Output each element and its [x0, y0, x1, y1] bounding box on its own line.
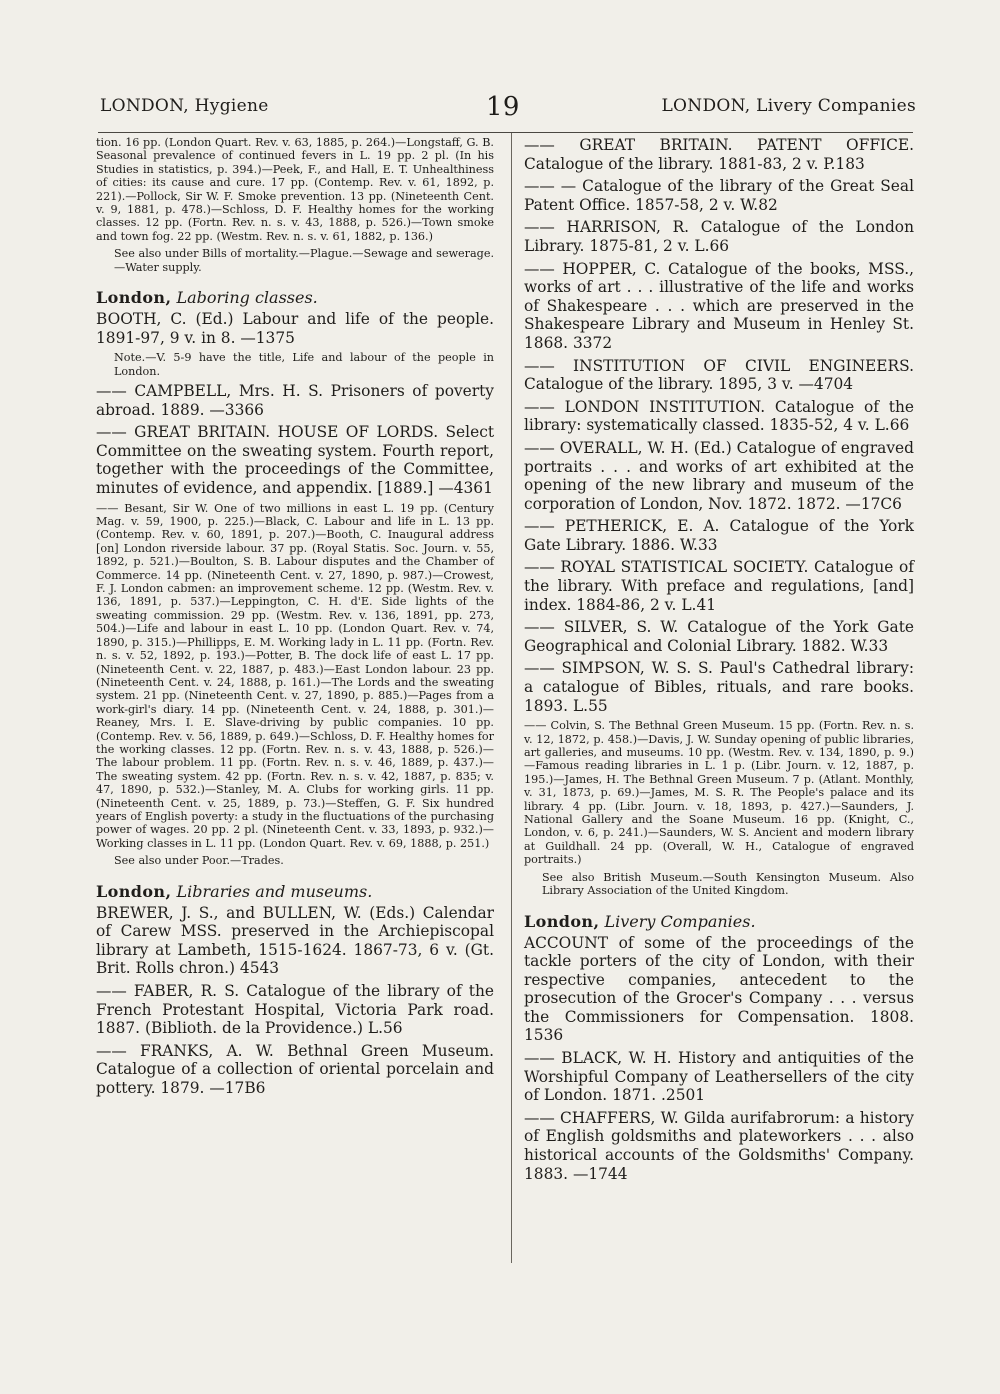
catalogue-entry: —— SIMPSON, W. S. S. Paul's Cathedral library: a catalogue of Bibles, rituals, and rare books. 1893. L.55 [524, 659, 914, 715]
catalogue-entry: ACCOUNT of some of the proceedings of the tackle porters of the city of London, with their respective companies, antecedent to the prosecution of the Grocer's Company . . . versus the Commissioners for Compensation. 1808. 1536 [524, 933, 914, 1045]
catalogue-entry: BREWER, J. S., and BULLEN, W. (Eds.) Calendar of Carew MSS. preserved in the Archiepiscopal library at Lambeth, 1515-1624. 1867-73, 6 v. (Gt. Brit. Rolls chron.) 4543 [96, 903, 494, 978]
entry-spacer [524, 898, 914, 902]
section-heading-topic: Livery Companies. [604, 911, 756, 931]
section-heading [524, 912, 914, 931]
section-heading-subject: London, [96, 881, 172, 901]
catalogue-entry: —— BLACK, W. H. History and antiquities of the Worshipful Company of Leathersellers of the city of London. 1871. .2501 [524, 1049, 914, 1105]
catalogue-entry: —— GREAT BRITAIN. PATENT OFFICE. Catalogue of the library. 1881-83, 2 v. P.183 [524, 136, 914, 173]
periodical-references: tion. 16 pp. (London Quart. Rev. v. 63, 1885, p. 264.)—Longstaff, G. B. Seasonal prevalence of continued fevers in L. 19 pp. 2 pl. (In his Studies in statistics, p. 394.)—Peek, F., and Hall, E. T. Unhealthiness of cities: its cause and cure. 17 pp. (Contemp. Rev. v. 61, 1892, p. 221).—Pollock, Sir W. F. Smoke prevention. 13 pp. (Nineteenth Cent. v. 9, 1881, p. 478.)—Schloss, D. F. Healthy homes for the working classes. 12 pp. (Fortn. Rev. n. s. v. 43, 1888, p. 526.)—Town smoke and town fog. 22 pp. (Westm. Rev. n. s. v. 61, 1882, p. 136.) [96, 136, 494, 243]
cross-reference-note: See also British Museum.—South Kensington Museum. Also Library Association of the United Kingdom. [542, 870, 914, 898]
section-heading [96, 882, 494, 901]
catalogue-entry: —— ROYAL STATISTICAL SOCIETY. Catalogue of the library. With preface and regulations, [and] index. 1884-86, 2 v. L.41 [524, 558, 914, 614]
catalogue-entry: —— HOPPER, C. Catalogue of the books, MSS., works of art . . . illustrative of the life and works of Shakespeare . . . which are preserved in the Shakespeare Library and Museum in Henley St. 1868. 3372 [524, 259, 914, 352]
catalogue-entry: BOOTH, C. (Ed.) Labour and life of the people. 1891-97, 9 v. in 8. —1375 [96, 310, 494, 347]
periodical-references: —— Colvin, S. The Bethnal Green Museum. 15 pp. (Fortn. Rev. n. s. v. 12, 1872, p. 458.)—Davis, J. W. Sunday opening of public libraries, art galleries, and museums. 10 pp. (Westm. Rev. v. 134, 1890, p. 9.)—Famous reading libraries in L. 1 p. (Libr. Journ. v. 12, 1887, p. 195.)—James, H. The Bethnal Green Museum. 7 p. (Atlant. Monthly, v. 31, 1873, p. 69.)—James, M. S. R. The People's palace and its library. 4 pp. (Libr. Journ. v. 18, 1893, p. 427.)—Saunders, J. National Gallery and the Soane Museum. 16 pp. (Knight, C., London, v. 6, p. 241.)—Saunders, W. S. Ancient and modern library at Guildhall. 24 pp. (Overall, W. H., Catalogue of engraved portraits.) [524, 719, 914, 867]
section-heading-subject: London, [96, 288, 172, 308]
catalogue-entry: —— — Catalogue of the library of the Great Seal Patent Office. 1857-58, 2 v. W.82 [524, 177, 914, 214]
entry-spacer [96, 868, 494, 872]
entry-spacer [524, 1183, 914, 1187]
catalogue-entry: —— CHAFFERS, W. Gilda aurifabrorum: a history of English goldsmiths and plateworkers . . . also historical accounts of the Goldsmiths' Company. 1883. —1744 [524, 1108, 914, 1183]
running-head-right: LONDON, Livery Companies [661, 96, 916, 116]
catalogue-entry: —— SILVER, S. W. Catalogue of the York Gate Geographical and Colonial Library. 1882. W.33 [524, 618, 914, 655]
catalogue-entry: —— PETHERICK, E. A. Catalogue of the York Gate Library. 1886. W.33 [524, 517, 914, 554]
catalogue-entry: —— LONDON INSTITUTION. Catalogue of the library: systematically classed. 1835-52, 4 v. L.66 [524, 397, 914, 435]
periodical-references: —— Besant, Sir W. One of two millions in east L. 19 pp. (Century Mag. v. 59, 1900, p. 225.)—Black, C. Labour and life in L. 13 pp. (Contemp. Rev. v. 60, 1891, p. 207.)—Booth, C. Inaugural address [on] London riverside labour. 37 pp. (Royal Statis. Soc. Journ. v. 55, 1892, p. 521.)—Boulton, S. B. Labour disputes and the Chamber of Commerce. 14 pp. (Nineteenth Cent. v. 27, 1890, p. 987.)—Crowest, F. J. London cabmen: an improvement scheme. 12 pp. (Westm. Rev. v. 136, 1891, p. 537.)—Leppington, C. H. d'E. Side lights of the sweating commission. 29 pp. (Westm. Rev. v. 136, 1891, pp. 273, 504.)—Life and labour in east L. 10 pp. (London Quart. Rev. v. 74, 1890, p. 315.)—Phillipps, E. M. Working lady in L. 11 pp. (Fortn. Rev. n. s. v. 52, 1892, p. 193.)—Potter, B. The dock life of east L. 17 pp. (Nineteenth Cent. v. 22, 1887, p. 483.)—East London labour. 23 pp. (Nineteenth Cent. v. 24, 1888, p. 161.)—The Lords and the sweating system. 21 pp. (Nineteenth Cent. v. 27, 1890, p. 885.)—Pages from a work-girl's diary. 14 pp. (Nineteenth Cent. v. 24, 1888, p. 301.)—Reaney, Mrs. I. E. Slave-driving by public companies. 10 pp. (Contemp. Rev. v. 56, 1889, p. 649.)—Schloss, D. F. Healthy homes for the working classes. 12 pp. (Fortn. Rev. n. s. v. 43, 1888, p. 526.)—The labour problem. 11 pp. (Fortn. Rev. n. s. v. 46, 1889, p. 437.)—The sweating system. 42 pp. (Fortn. Rev. n. s. v. 42, 1887, p. 835; v. 47, 1890, p. 532.)—Stanley, M. A. Clubs for working girls. 11 pp. (Nineteenth Cent. v. 25, 1889, p. 73.)—Steffen, G. F. Six hundred years of English poverty: a study in the fluctuations of the purchasing power of wages. 20 pp. 2 pl. (Nineteenth Cent. v. 33, 1893, p. 932.)—Working classes in L. 11 pp. (London Quart. Rev. v. 69, 1888, p. 251.) [96, 501, 494, 850]
catalogue-entry: —— CAMPBELL, Mrs. H. S. Prisoners of poverty abroad. 1889. —3366 [96, 382, 494, 419]
right-column [524, 136, 914, 1187]
catalogue-entry: —— INSTITUTION OF CIVIL ENGINEERS. Catalogue of the library. 1895, 3 v. —4704 [524, 356, 914, 394]
cross-reference-note: Note.—V. 5-9 have the title, Life and labour of the people in London. [114, 351, 494, 378]
section-heading [96, 288, 494, 307]
catalogue-entry: —— FABER, R. S. Catalogue of the library of the French Protestant Hospital, Victoria Park road. 1887. (Biblioth. de la Providence.) L.56 [96, 981, 494, 1038]
column-divider [511, 133, 512, 1263]
cross-reference-note: See also under Bills of mortality.—Plague.—Sewage and sewerage.—Water supply. [114, 247, 494, 274]
section-heading-topic: Laboring classes. [176, 288, 318, 308]
running-head-left: LONDON, Hygiene [100, 96, 269, 116]
header-rule [98, 132, 913, 133]
page-number: 19 [486, 92, 520, 122]
left-column [96, 136, 494, 1102]
entry-spacer [96, 274, 494, 278]
catalogue-entry: —— GREAT BRITAIN. HOUSE OF LORDS. Select Committee on the sweating system. Fourth report, together with the proceedings of the Committee, minutes of evidence, and appendix. [1889.] —4361 [96, 423, 494, 498]
catalogue-entry: —— OVERALL, W. H. (Ed.) Catalogue of engraved portraits . . . and works of art exhibited at the opening of the new library and museum of the corporation of London, Nov. 1872. 1872. —17C6 [524, 438, 914, 513]
section-heading-subject: London, [524, 911, 600, 931]
entry-spacer [96, 1098, 494, 1102]
catalogue-entry: —— HARRISON, R. Catalogue of the London Library. 1875-81, 2 v. L.66 [524, 218, 914, 255]
catalogue-entry: —— FRANKS, A. W. Bethnal Green Museum. Catalogue of a collection of oriental porcelain and pottery. 1879. —17B6 [96, 1041, 494, 1097]
cross-reference-note: See also under Poor.—Trades. [114, 854, 284, 868]
section-heading-topic: Libraries and museums. [176, 881, 373, 901]
